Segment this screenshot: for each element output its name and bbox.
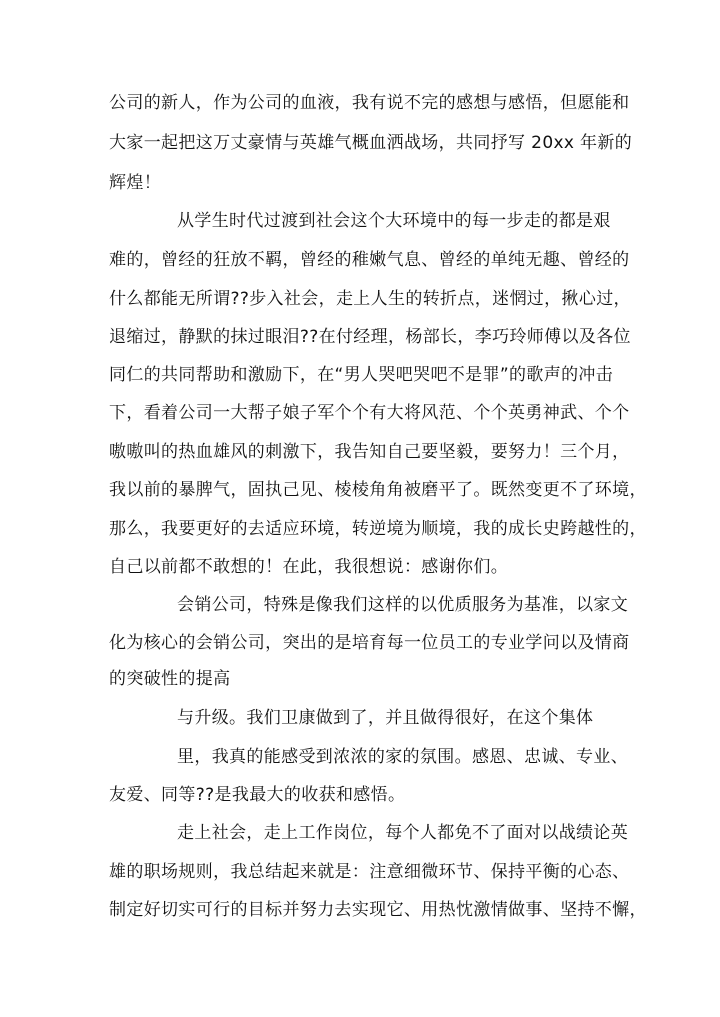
paragraph-2-line-2: 难的，曾经的狂放不羁，曾经的稚嫩气息、曾经的单纯无趣、曾经的 [109, 250, 630, 270]
paragraph-5-line-3: 制定好切实可行的目标并努力去实现它、用热忱激情做事、坚持不懈， [109, 900, 647, 920]
paragraph-3-line-2: 化为核心的会销公司，突出的是培育每一位员工的专业学问以及情商 [109, 633, 630, 653]
text-line-2: 大家一起把这万丈豪情与英雄气概血洒战场，共同抒写 20xx 年新的 [109, 133, 633, 153]
paragraph-4-line-2: 里，我真的能感受到浓浓的家的氛围。感恩、忠诚、专业、 [177, 747, 629, 767]
paragraph-2-line-9: 那么，我要更好的去适应环境，转逆境为顺境，我的成长史跨越性的， [109, 519, 647, 539]
paragraph-2-line-7: 嗷嗷叫的热血雄风的刺激下，我告知自己要坚毅，要努力！三个月， [109, 442, 630, 462]
paragraph-2-line-5: 同仁的共同帮助和激励下，在“男人哭吧哭吧不是罪”的歌声的冲击 [109, 365, 614, 385]
paragraph-2-line-1: 从学生时代过渡到社会这个大环境中的每一步走的都是艰 [177, 211, 611, 231]
paragraph-4-line-3: 友爱、同等??是我最大的收获和感悟。 [109, 785, 406, 805]
paragraph-2-line-6: 下，看着公司一大帮子娘子军个个有大将风范、个个英勇神武、个个 [109, 403, 630, 423]
paragraph-3-line-3: 的突破性的提高 [109, 669, 231, 689]
paragraph-2-line-8: 我以前的暴脾气，固执己见、棱棱角角被磨平了。既然变更不了环境， [109, 480, 647, 500]
text-line-3: 辉煌！ [109, 173, 162, 193]
paragraph-2-line-4: 退缩过，静默的抹过眼泪??在付经理，杨部长，李巧玲师傅以及各位 [109, 327, 631, 347]
paragraph-2-line-3: 什么都能无所谓??步入社会，走上人生的转折点，迷惘过，揪心过， [109, 289, 631, 309]
paragraph-4-line-1: 与升级。我们卫康做到了，并且做得很好，在这个集体 [177, 708, 594, 728]
paragraph-2-line-10: 自己以前都不敢想的！在此，我很想说：感谢你们。 [109, 557, 509, 577]
paragraph-5-line-1: 走上社会，走上工作岗位，每个人都免不了面对以战绩论英 [177, 823, 629, 843]
text-line-1: 公司的新人，作为公司的血液，我有说不完的感想与感悟，但愿能和 [109, 93, 630, 113]
paragraph-3-line-1: 会销公司，特殊是像我们这样的以优质服务为基准，以家文 [177, 595, 629, 615]
paragraph-5-line-2: 雄的职场规则，我总结起来就是：注意细微环节、保持平衡的心态、 [109, 862, 630, 882]
